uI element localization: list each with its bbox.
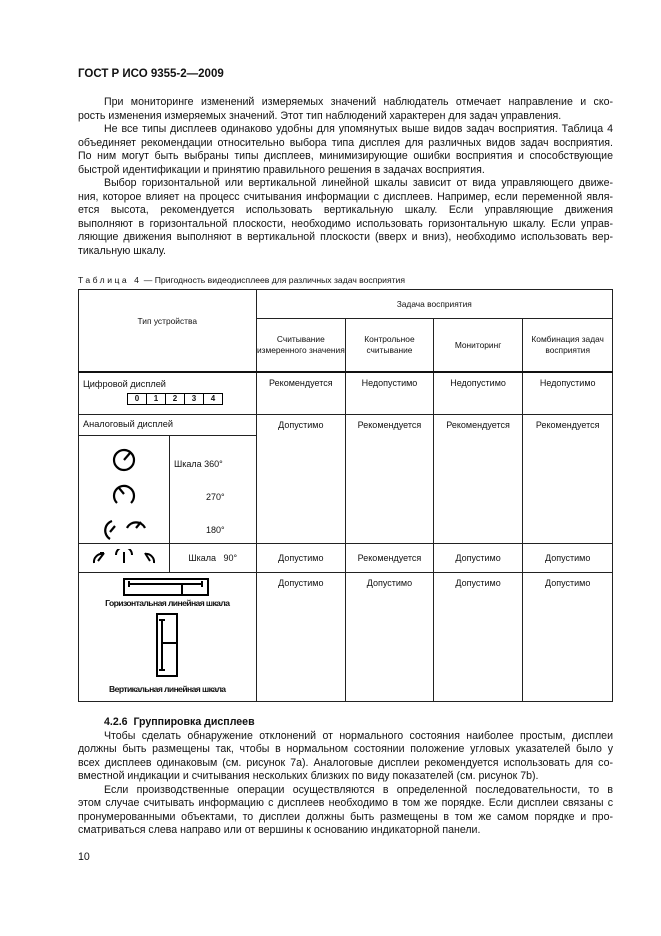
table-caption	[78, 275, 405, 285]
header-device-type: Тип устройства	[79, 290, 257, 373]
text-line: объединяет рекомендации относительно выбора типа дисплея для различных видов задач восприятия.	[78, 136, 613, 149]
row-label: Цифровой дисплей	[83, 379, 166, 389]
digit: 1	[147, 393, 166, 405]
text-line: Не все типы дисплеев одинаково удобны для упомянутых выше видов задач восприятия. Таблица 4	[104, 123, 613, 135]
paragraph-block-bottom	[78, 716, 613, 838]
digit: 0	[127, 393, 147, 405]
cell-value: Допустимо	[256, 572, 346, 701]
page-number: 10	[78, 851, 90, 863]
scale-360-label: Шкала 360°	[174, 458, 223, 469]
header-col: Контрольное считывание	[346, 319, 434, 373]
vertical-scale-icon	[154, 612, 180, 678]
cell-value: Рекомендуется	[346, 414, 434, 543]
cell-value: Недопустимо	[433, 372, 523, 414]
paragraph-block-top	[78, 96, 613, 258]
scale-180-label: 180°	[206, 524, 225, 535]
text-line: Выбор горизонтальной или вертикальной линейной шкалы зависит от вида управляющего движе-	[104, 177, 613, 189]
table-row-linear	[79, 572, 613, 701]
header-col: Мониторинг	[433, 319, 523, 373]
quadrant-gauges-icon	[89, 549, 159, 565]
document-header: ГОСТ Р ИСО 9355-2—2009	[78, 68, 224, 80]
table-row-analog	[79, 414, 613, 435]
text-line: выполняют в горизонтальной плоскости, необходимо использовать горизонтальную шкалу. Если управ-	[78, 217, 613, 230]
text-line: всех дисплеев одинаковым (см. рисунок 7a). Аналоговые дисплеи рекомендуется использовать для со-	[78, 756, 613, 769]
text-line: По ним могут быть выбраны типы дисплеев, минимизирующие ошибки восприятия и способствующие	[78, 150, 613, 162]
header-col: Комбинация задач восприятия	[523, 319, 613, 373]
vertical-scale-label: Вертикальная линейная шкала	[109, 683, 226, 694]
digit: 4	[204, 393, 223, 405]
caption-text: — Пригодность видеодисплеев для различных задач восприятия	[141, 275, 406, 285]
table-row-scale90	[79, 543, 613, 572]
cell-value: Допустимо	[523, 572, 613, 701]
text-line: вместной индикации и считывания нескольких близких по виду показателей (см. рисунок 7b).	[78, 770, 539, 782]
header-task-group: Задача восприятия	[256, 290, 612, 319]
text-line: пронумерованными объектами, то дисплеи должны быть размещены в том же самом порядке и про-	[78, 810, 613, 823]
text-line: ния, которое влияет на процесс считывания информации с дисплеев. Например, если переменной явля-	[78, 190, 613, 203]
digital-display-icon	[127, 393, 252, 405]
cell-value: Допустимо	[523, 543, 613, 572]
header-col: Считывание измеренного значения	[256, 319, 346, 373]
cell-value: Недопустимо	[346, 372, 434, 414]
text-line: быстрой идентификации и принятию правильного решения в задачах восприятия.	[78, 163, 485, 176]
row-label: Аналоговый дисплей	[79, 414, 257, 435]
dial-icons-cell	[79, 435, 170, 543]
cell-value: Рекомендуется	[256, 372, 346, 414]
cell-value: Допустимо	[256, 414, 346, 543]
scale-270-label: 270°	[206, 491, 225, 502]
horizontal-scale-label: Горизонтальная линейная шкала	[105, 597, 230, 608]
horizontal-scale-icon	[122, 576, 212, 598]
dial-gauges-icon	[79, 436, 169, 541]
text-line: Чтобы сделать обнаружение отклонений от нормального состояния наиболее простым, дисплеи	[104, 729, 613, 742]
cell-value: Рекомендуется	[433, 414, 523, 543]
text-line: ляющие движения выполняют в вертикальной плоскости (вверх и вниз), необходимо использовать вер-	[78, 231, 613, 243]
digit: 3	[185, 393, 204, 405]
scale-90-label: Шкала 90°	[170, 543, 257, 572]
cell-value: Рекомендуется	[346, 543, 434, 572]
section-heading: 4.2.6 Группировка дисплеев	[104, 716, 255, 728]
cell-value: Допустимо	[433, 572, 523, 701]
cell-value: Допустимо	[256, 543, 346, 572]
text-line: ется высота, рекомендуется использовать вертикальную шкалу. Если управляющие движения	[78, 204, 613, 216]
table-row-digital	[79, 372, 613, 414]
cell-value: Допустимо	[433, 543, 523, 572]
text-line: сматриваться слева направо или от вершины к основанию индикаторной панели.	[78, 824, 481, 836]
digit: 2	[166, 393, 185, 405]
text-line: должны быть размещены так, чтобы в нормальном состоянии положение угловых указателей было у	[78, 743, 613, 755]
text-line: тикальную шкалу.	[78, 244, 166, 257]
caption-label: Таблица 4	[78, 275, 142, 285]
text-line: рость изменения измеряемых значений. Этот тип наблюдений характерен для задач управления.	[78, 109, 562, 122]
text-line: Если производственные операции осуществляются в определенной последовательности, то в	[104, 783, 613, 796]
suitability-table	[78, 289, 613, 702]
cell-value: Допустимо	[346, 572, 434, 701]
cell-value: Рекомендуется	[523, 414, 613, 543]
text-line: этом случае считывать информацию с дисплеев необходимо в том же порядке. Если дисплеи связаны с	[78, 797, 613, 809]
text-line: При мониторинге изменений измеряемых значений наблюдатель отмечает направление и ско-	[104, 96, 613, 108]
cell-value: Недопустимо	[523, 372, 613, 414]
